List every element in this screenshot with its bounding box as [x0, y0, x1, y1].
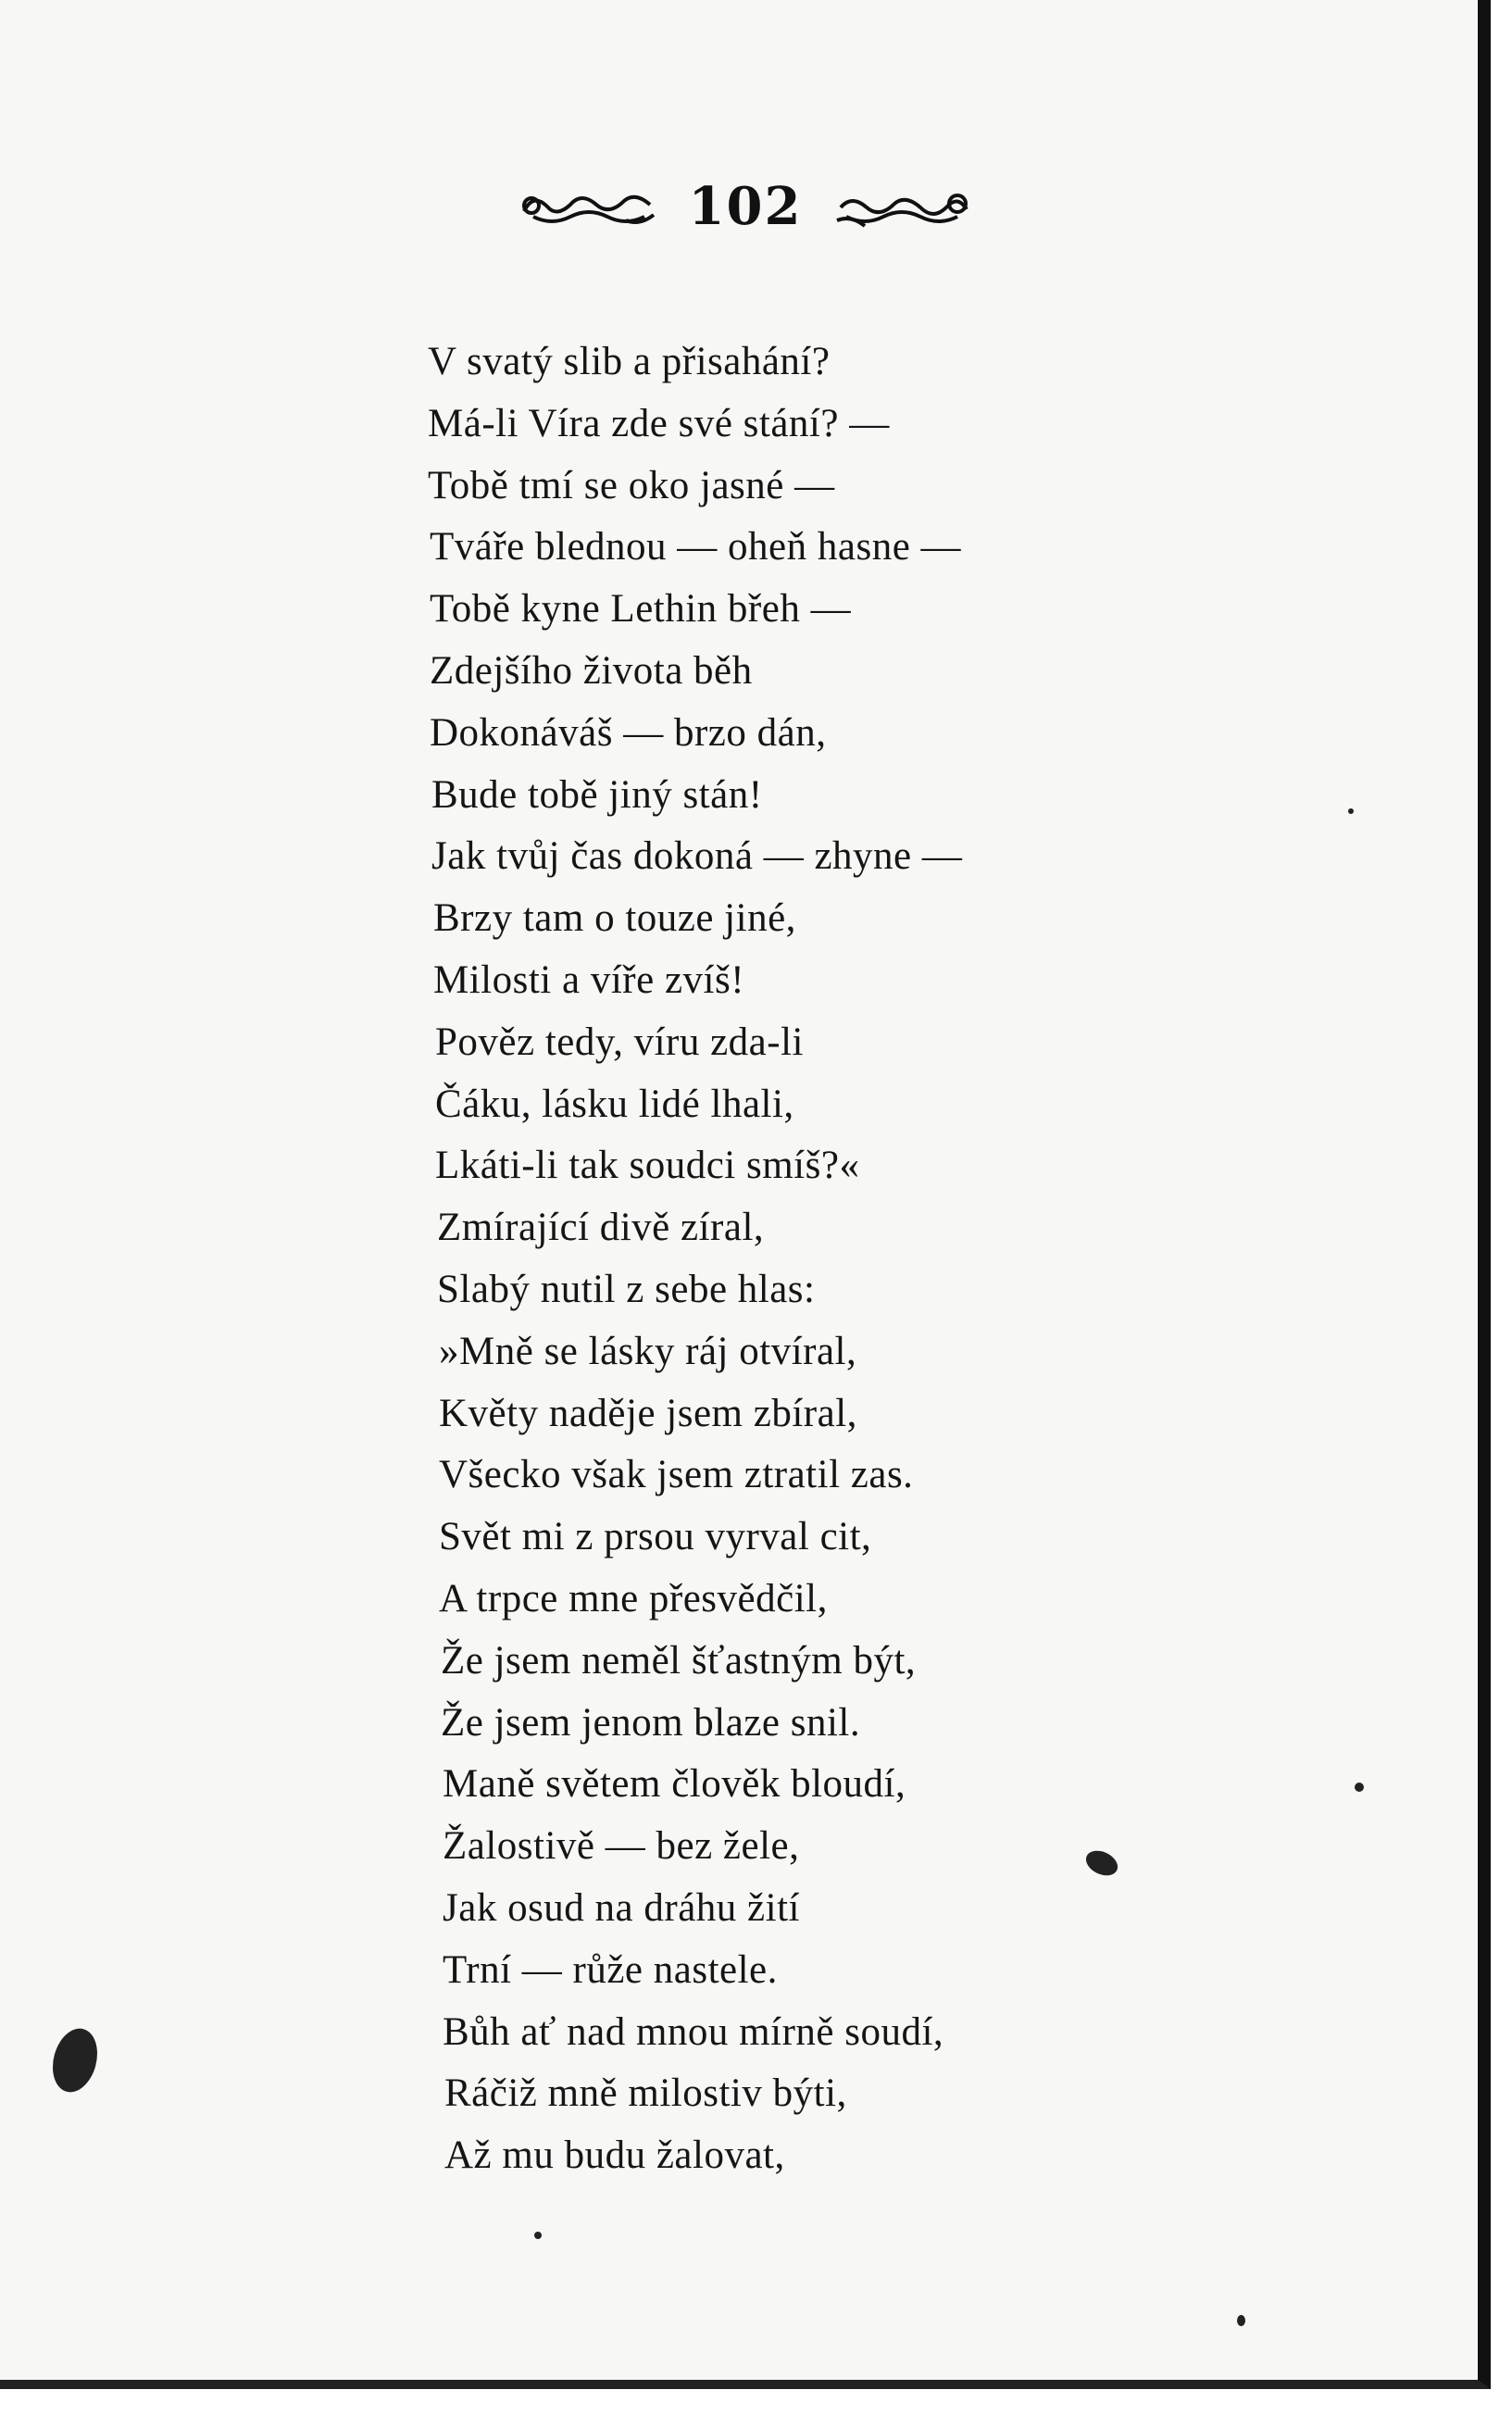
poem-line: Bůh ať nad mnou mírně soudí,: [443, 2009, 944, 2054]
poem-line: Květy naděje jsem zbíral,: [439, 1391, 857, 1435]
ink-speck: [1082, 1846, 1122, 1881]
page-header: [0, 176, 1491, 241]
left-ornament-icon: [515, 183, 663, 230]
ink-blot: [46, 2023, 105, 2097]
poem-line: Tobě kyne Lethin břeh —: [430, 587, 852, 632]
poem-line: Že jsem jenom blaze snil.: [441, 1700, 861, 1745]
poem-line: Tváře blednou — oheň hasne —: [430, 525, 962, 569]
poem-line: V svatý slib a přisahání?: [428, 340, 831, 383]
page-number: 102: [688, 176, 803, 237]
poem-line: Maně světem člověk bloudí,: [443, 1762, 906, 1807]
poem-line: Čáku, lásku lidé lhali,: [435, 1082, 794, 1126]
poem-line: Pověz tedy, víru zda-li: [435, 1020, 804, 1064]
poem-line: Žalostivě — bez žele,: [443, 1824, 800, 1869]
poem-line: Slabý nutil z sebe hlas:: [437, 1267, 816, 1311]
poem-line: A trpce mne přesvědčil,: [439, 1576, 828, 1620]
poem-line: Všecko však jsem ztratil zas.: [439, 1453, 914, 1497]
poem-line: Bude tobě jiný stán!: [431, 772, 763, 817]
poem-line: »Mně se lásky ráj otvíral,: [439, 1329, 857, 1373]
poem-text: [428, 332, 962, 2187]
poem-line: Má-li Víra zde své stání? —: [428, 401, 890, 445]
poem-line: Lkáti-li tak soudci smíš?«: [435, 1144, 860, 1188]
poem-line: Že jsem neměl šťastným být,: [441, 1638, 917, 1683]
ink-speck: [534, 2232, 542, 2239]
ink-speck: [1355, 1783, 1364, 1792]
ink-speck: [1348, 808, 1354, 814]
poem-line: Jak tvůj čas dokoná — zhyne —: [431, 834, 963, 879]
ink-speck: [1237, 2315, 1245, 2326]
poem-line: Až mu budu žalovat,: [444, 2133, 785, 2178]
poem-line: Brzy tam o touze jiné,: [433, 896, 796, 941]
poem-line: Zdejšího života běh: [430, 648, 753, 693]
poem-line: Svět mi z prsou vyrval cit,: [439, 1515, 872, 1559]
poem-line: Zmírající divě zíral,: [437, 1206, 765, 1250]
poem-line: Trní — růže nastele.: [443, 1947, 778, 1992]
right-ornament-icon: [828, 183, 976, 230]
poem-line: Ráčiž mně milostiv býti,: [444, 2071, 847, 2116]
poem-line: Tobě tmí se oko jasné —: [428, 463, 835, 507]
poem-line: Dokonáváš — brzo dán,: [430, 710, 827, 755]
poem-line: Jak osud na dráhu žití: [443, 1885, 800, 1930]
poem-line: Milosti a víře zvíš!: [433, 957, 745, 1002]
